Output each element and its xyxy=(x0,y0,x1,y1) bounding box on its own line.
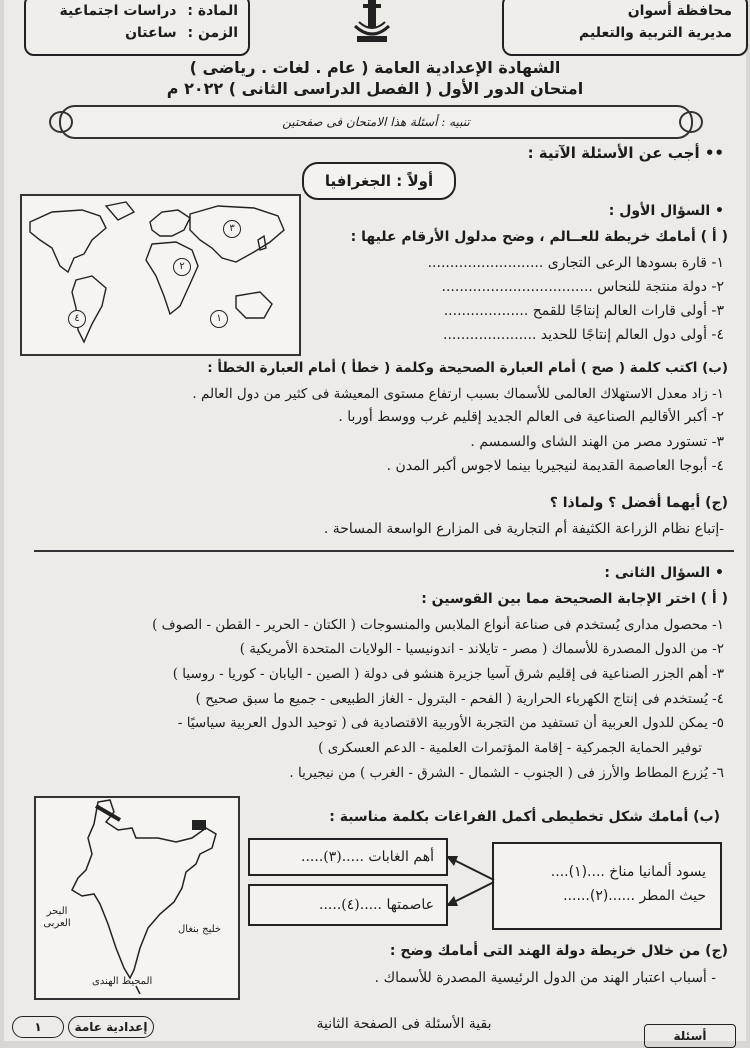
q2-a-item-5: ٥- يمكن للدول العربية أن تستفيد من التجربة الأوربية الاقتصادية فى ( توحيد الدول العربية سياسيًا - xyxy=(177,715,724,731)
governorate-box xyxy=(502,0,748,56)
q1-a-title: ( أ ) أمامك خريطة للعــالم ، وضح مدلول الأرقام عليها : xyxy=(350,229,728,245)
q2-a-item-3: ٣- أهم الجزر الصناعية فى إقليم شرق آسيا جزيرة هنشو فى دولة ( الصين - اليابان - كوريا - روسيا ) xyxy=(172,666,724,682)
subject-label: المادة : xyxy=(187,3,238,19)
q2-c-text: - أسباب اعتبار الهند من الدول الرئيسية المصدرة للأسماك . xyxy=(374,970,716,986)
diagram-source-line2: حيث المطر ......(٢)...... xyxy=(563,888,706,904)
q1-a-item-1: ١- قارة بسودها الرعى التجارى .......................... xyxy=(427,255,724,271)
diagram-source-line1: يسود ألمانيا مناخ ....(١).... xyxy=(550,864,706,880)
q2-a-title: ( أ ) اختر الإجابة الصحيحة مما بين القوسين : xyxy=(421,591,728,607)
q1-c-text: -إتباع نظام الزراعة الكثيفة أم التجارية فى المزارع الواسعة المساحة . xyxy=(323,521,724,537)
q1-b-item-2: ٢- أكبر الأقاليم الصناعية فى العالم الجديد إقليم غرب ووسط أوربا . xyxy=(338,409,724,425)
exam-page xyxy=(4,0,746,1041)
time-row xyxy=(26,22,248,44)
map-marker-3: ٣ xyxy=(223,220,241,238)
q2-a-item-5-cont: توفير الحماية الجمركية - إقامة المؤتمرات العلمية - الدعم العسكرى ) xyxy=(318,740,702,756)
q2-a-item-4: ٤- يُستخدم فى إنتاج الكهرباء الحرارية ( الفحم - البترول - الغاز الطبيعى - جميع ما سبق صحيح ) xyxy=(195,691,724,707)
q2-b-title: (ب) أمامك شكل تخطيطى أكمل الفراغات بكلمة مناسبة : xyxy=(329,809,720,825)
page-number: ١ xyxy=(12,1016,64,1038)
q1-a-item-2: ٢- دولة منتجة للنحاس .................................. xyxy=(441,279,724,295)
certificate-label: إعدادية عامة xyxy=(68,1016,154,1038)
continue-note: بقية الأسئلة فى الصفحة الثانية xyxy=(316,1016,492,1032)
world-map xyxy=(20,194,301,356)
time-label: الزمن : xyxy=(187,25,238,41)
q2-c-title: (ج) من خلال خريطة دولة الهند التى أمامك وضح : xyxy=(389,943,728,959)
instruction: •• أجب عن الأسئلة الآتية : xyxy=(527,144,724,162)
time-value: ساعتان xyxy=(125,25,177,41)
q2-a-item-1: ١- محصول مدارى يُستخدم فى صناعة أنواع الملابس والمنسوجات ( الكتان - الحرير - القطن - الصوف ) xyxy=(152,617,724,633)
exam-title-line2: امتحان الدور الأول ( الفصل الدراسى الثانى ) ٢٠٢٢ م xyxy=(166,79,584,98)
q1-a-item-3: ٣- أولى قارات العالم إنتاجًا للقمح ................... xyxy=(443,303,724,319)
q1-b-item-4: ٤- أبوجا العاصمة القديمة لنيجيريا بينما لاجوس أكبر المدن . xyxy=(386,458,724,474)
bay-of-bengal-label: خليج بنغال xyxy=(178,924,222,935)
q2-a-item-2: ٢- من الدول المصدرة للأسماك ( مصر - تايلاند - اندونيسيا - الولايات المتحدة الأمريكية ) xyxy=(239,641,724,657)
q2-a-item-6: ٦- يُزرع المطاط والأرز فى ( الجنوب - الشمال - الشرق - الغرب ) من نيجيريا . xyxy=(289,765,724,781)
arabian-sea-label: البحر العربى xyxy=(43,906,71,929)
diagram-target-2-text: عاصمتها .....(٤)..... xyxy=(319,897,434,913)
india-map xyxy=(34,796,240,1000)
map-marker-1: ١ xyxy=(210,310,228,328)
q2-title: • السؤال الثانى : xyxy=(604,565,724,581)
q1-a-item-4: ٤- أولى دول العالم إنتاجًا للحديد ..................... xyxy=(443,327,724,343)
turn-page-label: أسئلة xyxy=(644,1024,736,1048)
map-marker-2: ٢ xyxy=(173,258,191,276)
section-title: أولاً : الجغرافيا xyxy=(302,162,456,200)
exam-title-line1: الشهادة الإعدادية العامة ( عام . لغات . رياضى ) xyxy=(189,58,561,77)
ministry-emblem xyxy=(349,0,395,46)
diagram-target-2 xyxy=(248,884,448,926)
map-marker-4: ٤ xyxy=(68,310,86,328)
q1-b-item-3: ٣- تستورد مصر من الهند الشاى والسمسم . xyxy=(470,434,724,450)
subject-value: دراسات اجتماعية xyxy=(59,3,177,19)
notice-text: تنبيه : أسئلة هذا الامتحان فى صفحتين xyxy=(282,115,470,129)
governorate-name: محافظة أسوان xyxy=(627,3,732,19)
indian-ocean-label: المحيط الهندى xyxy=(92,976,153,987)
q1-b-title: (ب) اكتب كلمة ( صح ) أمام العبارة الصحيحة وكلمة ( خطأ ) أمام العبارة الخطأ : xyxy=(207,360,728,376)
diagram-source-box xyxy=(492,842,722,930)
q1-b-item-1: ١- زاد معدل الاستهلاك العالمى للأسماك بسبب ارتفاع مستوى المعيشة فى كثير من دول العالم . xyxy=(192,386,724,402)
q1-c-title: (ج) أيهما أفضل ؟ ولماذا ؟ xyxy=(549,495,728,511)
notice-scroll xyxy=(59,105,693,139)
subject-row xyxy=(26,0,248,22)
directorate-name: مديرية التربية والتعليم xyxy=(579,25,732,41)
diagram-target-1 xyxy=(248,838,448,876)
q1-title: • السؤال الأول : xyxy=(608,203,724,219)
diagram-arrows xyxy=(444,846,496,916)
diagram-target-1-text: أهم الغابات .....(٣)..... xyxy=(301,849,434,865)
subject-box xyxy=(24,0,250,56)
section-divider xyxy=(34,550,734,552)
